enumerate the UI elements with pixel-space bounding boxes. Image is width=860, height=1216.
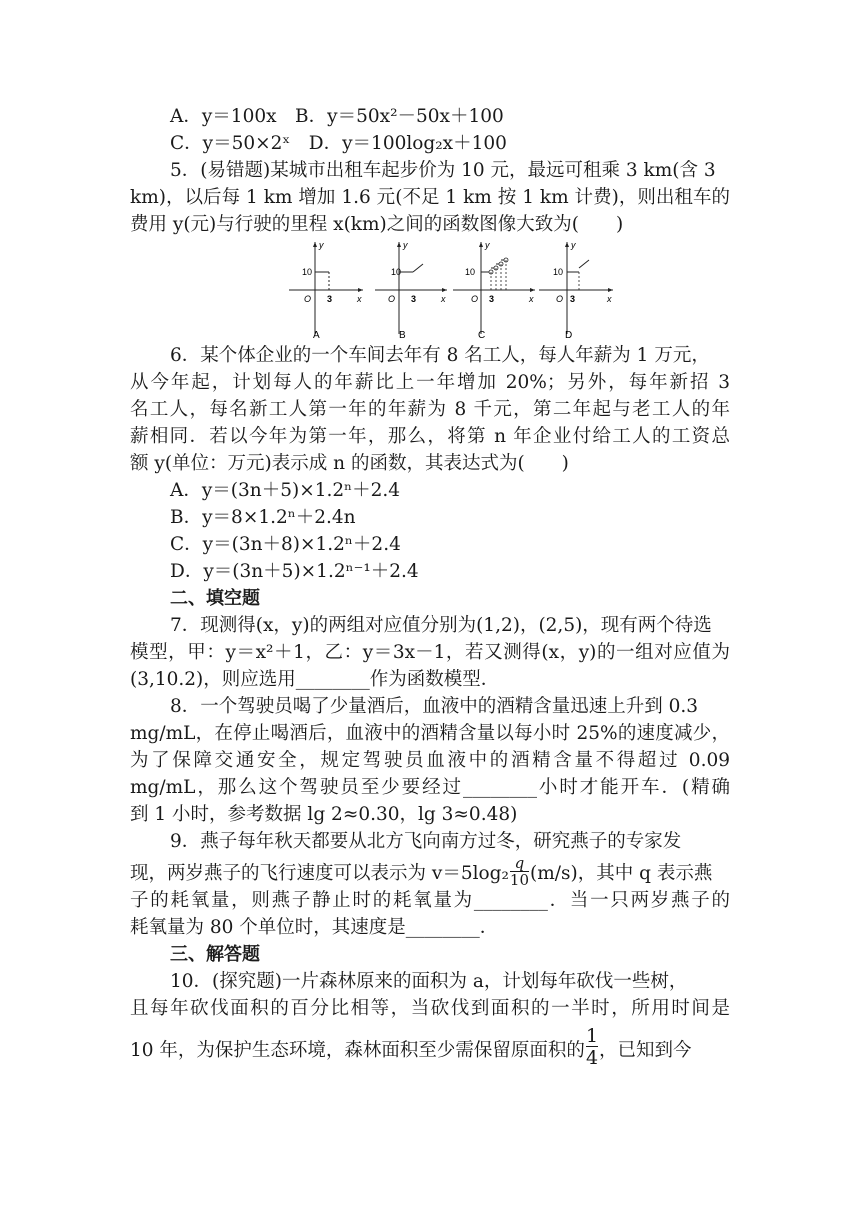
- figure-a-origin-label: O: [304, 294, 312, 304]
- figure-b-x-axis-label: x: [441, 294, 446, 304]
- q8-line-2: mg/mL，在停止喝酒后，血液中的酒精含量以每小时 25%的速度减少，: [130, 723, 730, 744]
- q8-line-4: mg/mL，那么这个驾驶员至少要经过________小时才能开车．(精确: [130, 777, 730, 798]
- q5-line-2: km)，以后每 1 km 增加 1.6 元(不足 1 km 按 1 km 计费)，则出租车的: [130, 187, 730, 208]
- q6-line-5: 额 y(单位：万元)表示成 n 的函数，其表达式为( ): [130, 453, 569, 474]
- section-fill-in-heading: 二、填空题: [170, 588, 260, 609]
- q8-line-5: 到 1 小时，参考数据 lg 2≈0.30，lg 3≈0.48): [130, 804, 518, 825]
- q10-fraction: [586, 1026, 598, 1068]
- figure-b: [375, 240, 447, 341]
- q5-graph-options: [285, 238, 615, 342]
- figure-d: [539, 240, 613, 341]
- q5-line-1: 5．(易错题)某城市出租车起步价为 10 元，最远可租乘 3 km(含 3: [170, 160, 716, 181]
- figure-c-y-axis-label: y: [485, 240, 490, 250]
- q6-line-4: 薪相同．若以今年为第一年，那么，将第 n 年企业付给工人的工资总: [130, 426, 730, 447]
- q10-fraction-numerator: 1: [585, 1025, 599, 1047]
- q9-line-1: 9．燕子每年秋天都要从北方飞向南方过冬，研究燕子的专家发: [170, 831, 682, 852]
- q6-line-3: 名工人，每名新工人第一年的年薪为 8 千元，第二年起与老工人的年: [130, 399, 730, 420]
- q5-line-3: 费用 y(元)与行驶的里程 x(km)之间的函数图像大致为( ): [130, 214, 624, 235]
- figure-d-label: D: [565, 330, 573, 341]
- figure-c-x-tick: 3: [489, 294, 495, 304]
- figure-c-label: C: [478, 330, 486, 341]
- q6-option-c: C．y＝(3n＋8)×1.2ⁿ＋2.4: [170, 534, 401, 555]
- figure-d-origin-label: O: [556, 294, 564, 304]
- figure-c-y-tick: 10: [465, 267, 476, 277]
- figure-c-x-axis-label: x: [529, 294, 534, 304]
- figure-c-origin-label: O: [471, 294, 479, 304]
- figure-a-x-tick: 3: [327, 294, 333, 304]
- figure-c: [453, 240, 535, 341]
- q6-line-2: 从今年起，计划每人的年薪比上一年增加 20%；另外，每年新招 3: [130, 372, 730, 393]
- q6-line-1: 6．某个体企业的一个车间去年有 8 名工人，每人年薪为 1 万元，: [170, 345, 710, 366]
- q4-options-line-1: A．y＝100x B．y＝50x²－50x＋100: [170, 106, 504, 127]
- figure-a-y-axis-label: y: [319, 240, 324, 250]
- q7-line-1: 7．现测得(x，y)的两组对应值分别为(1,2)，(2,5)，现有两个待选: [170, 615, 712, 636]
- q9-fraction: [510, 856, 529, 888]
- q10-line-2: 且每年砍伐面积的百分比相等，当砍伐到面积的一半时，所用时间是: [130, 998, 730, 1019]
- figure-a-x-axis-label: x: [357, 294, 362, 304]
- q4-options-line-2: C．y＝50×2ˣ D．y＝100log₂x＋100: [170, 133, 507, 154]
- q10-line-3-end: ，已知到今: [599, 1040, 692, 1061]
- q7-line-3: (3,10.2)，则应选用________作为函数模型．: [130, 669, 500, 690]
- q9-line-2-end: (m/s)，其中 q 表示燕: [530, 863, 713, 884]
- q10-line-3-start: 10 年，为保护生态环境，森林面积至少需保留原面积的: [130, 1040, 585, 1061]
- figure-d-y-tick: 10: [553, 267, 564, 277]
- q6-option-d: D．y＝(3n＋5)×1.2ⁿ⁻¹＋2.4: [170, 561, 419, 582]
- q9-line-2-start: 现，两岁燕子的飞行速度可以表示为 v＝5log₂: [130, 863, 509, 884]
- q9-fraction-denominator: 10: [509, 871, 530, 889]
- q7-line-2: 模型，甲：y＝x²＋1，乙：y＝3x－1，若又测得(x，y)的一组对应值为: [130, 642, 730, 663]
- figure-a: [289, 240, 363, 341]
- q8-line-3: 为了保障交通安全，规定驾驶员血液中的酒精含量不得超过 0.09: [130, 750, 730, 771]
- q9-line-4: 耗氧量为 80 个单位时，其速度是________．: [130, 917, 499, 938]
- q9-fraction-numerator: q: [514, 854, 525, 872]
- q9-line-2: [130, 854, 713, 890]
- figure-b-origin-label: O: [388, 294, 396, 304]
- figure-d-x-tick: 3: [570, 294, 576, 304]
- figure-a-label: A: [313, 330, 320, 341]
- figure-b-y-tick: 10: [391, 267, 402, 277]
- figure-b-label: B: [399, 330, 406, 341]
- q10-line-3: [130, 1025, 692, 1072]
- q10-line-1: 10．(探究题)一片森林原来的面积为 a，计划每年砍伐一些树，: [170, 971, 688, 992]
- figure-a-y-tick: 10: [302, 267, 313, 277]
- figure-b-x-tick: 3: [411, 294, 417, 304]
- figure-b-y-axis-label: y: [403, 240, 408, 250]
- q9-line-3: 子的耗氧量，则燕子静止时的耗氧量为________．当一只两岁燕子的: [130, 890, 730, 911]
- q6-option-b: B．y＝8×1.2ⁿ＋2.4n: [170, 507, 356, 528]
- q8-line-1: 8．一个驾驶员喝了少量酒后，血液中的酒精含量迅速上升到 0.3: [170, 696, 699, 717]
- q10-fraction-denominator: 4: [585, 1047, 599, 1069]
- section-answer-heading: 三、解答题: [170, 944, 260, 965]
- figure-d-y-axis-label: y: [571, 240, 576, 250]
- q6-option-a: A．y＝(3n＋5)×1.2ⁿ＋2.4: [170, 480, 401, 501]
- figure-d-x-axis-label: x: [607, 294, 612, 304]
